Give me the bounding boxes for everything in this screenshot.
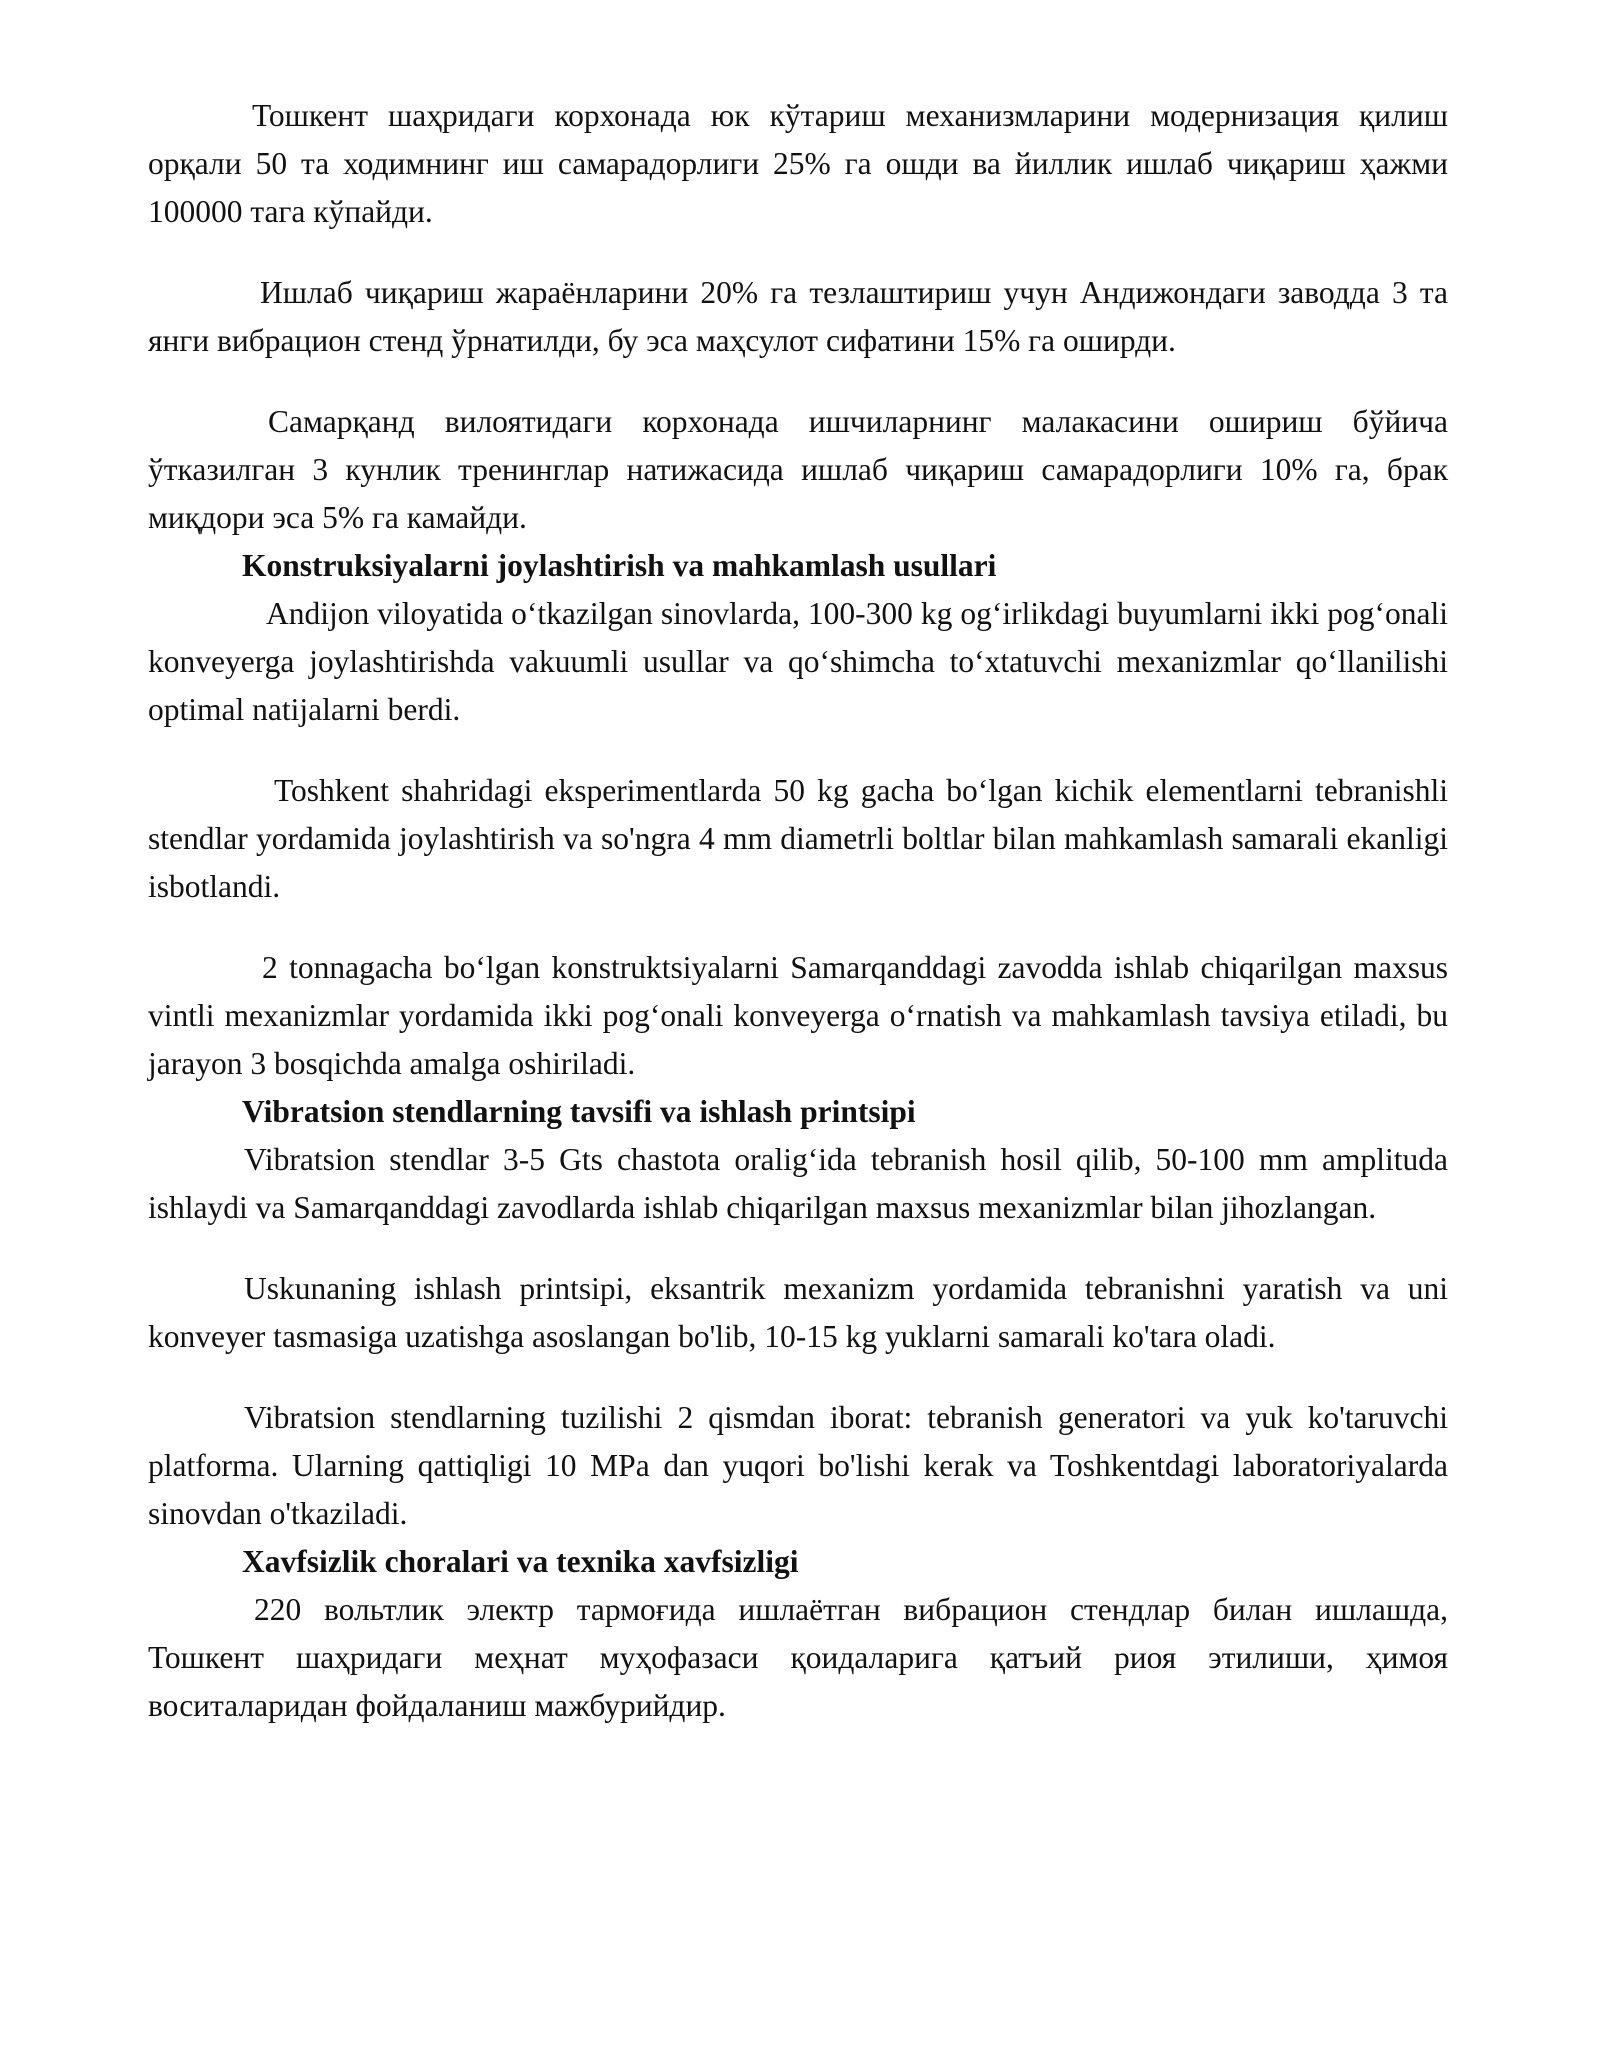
- paragraph: Самарқанд вилоятидаги корхонада ишчиларнинг малакасини ошириш бўйича ўтказилган 3 кунлик тренинглар натижасида ишлаб чиқариш самарадорлиги 10% га, брак миқдори эса 5% га камайди.: [148, 404, 1448, 535]
- paragraph: Andijon viloyatida oʻtkazilgan sinovlarda, 100-300 kg ogʻirlikdagi buyumlarni ikki pogʻonali konveyerga joylashtirishda vakuumli usullar va qoʻshimcha toʻxtatuvchi mexanizmlar qoʻllanilishi optimal natijalarni berdi.: [148, 596, 1448, 727]
- document-page: [148, 92, 1448, 1730]
- paragraph: 220 вольтлик электр тармоғида ишлаётган вибрацион стендлар билан ишлашда, Тошкент шаҳридаги меҳнат муҳофазаси қоидаларига қатъий риоя этилиши, ҳимоя воситаларидан фойдаланиш мажбурийдир.: [148, 1592, 1448, 1723]
- paragraph: Ишлаб чиқариш жараёнларини 20% га тезлаштириш учун Андижондаги заводда 3 та янги вибрацион стенд ўрнатилди, бу эса маҳсулот сифатини 15% га оширди.: [148, 275, 1448, 358]
- paragraph: Тошкент шаҳридаги корхонада юк кўтариш механизмларини модернизация қилиш орқали 50 та ходимнинг иш самарадорлиги 25% га ошди ва йиллик ишлаб чиқариш ҳажми 100000 тага кўпайди.: [148, 98, 1448, 229]
- section-heading: Konstruksiyalarni joylashtirish va mahkamlash usullari: [242, 548, 997, 583]
- paragraph: Uskunaning ishlash printsipi, eksantrik mexanizm yordamida tebranishni yaratish va uni konveyer tasmasiga uzatishga asoslangan bo'lib, 10-15 kg yuklarni samarali ko'tara oladi.: [148, 1271, 1448, 1354]
- paragraph: Vibratsion stendlar 3-5 Gts chastota oraligʻida tebranish hosil qilib, 50-100 mm amplituda ishlaydi va Samarqanddagi zavodlarda ishlab chiqarilgan maxsus mexanizmlar bilan jihozlangan.: [148, 1142, 1448, 1225]
- paragraph: 2 tonnagacha boʻlgan konstruktsiyalarni Samarqanddagi zavodda ishlab chiqarilgan maxsus vintli mexanizmlar yordamida ikki pogʻonali konveyerga oʻrnatish va mahkamlash tavsiya etiladi, bu jarayon 3 bosqichda amalga oshiriladi.: [148, 950, 1448, 1081]
- paragraph: Toshkent shahridagi eksperimentlarda 50 kg gacha boʻlgan kichik elementlarni tebranishli stendlar yordamida joylashtirish va so'ngra 4 mm diametrli boltlar bilan mahkamlash samarali ekanligi isbotlandi.: [148, 773, 1448, 904]
- section-heading: Xavfsizlik choralari va texnika xavfsizligi: [242, 1544, 799, 1579]
- section-heading: Vibratsion stendlarning tavsifi va ishlash printsipi: [242, 1094, 916, 1129]
- paragraph: Vibratsion stendlarning tuzilishi 2 qismdan iborat: tebranish generatori va yuk ko'taruvchi platforma. Ularning qattiqligi 10 MPa dan yuqori bo'lishi kerak va Toshkentdagi laboratoriyalarda sinovdan o'tkaziladi.: [148, 1400, 1448, 1531]
